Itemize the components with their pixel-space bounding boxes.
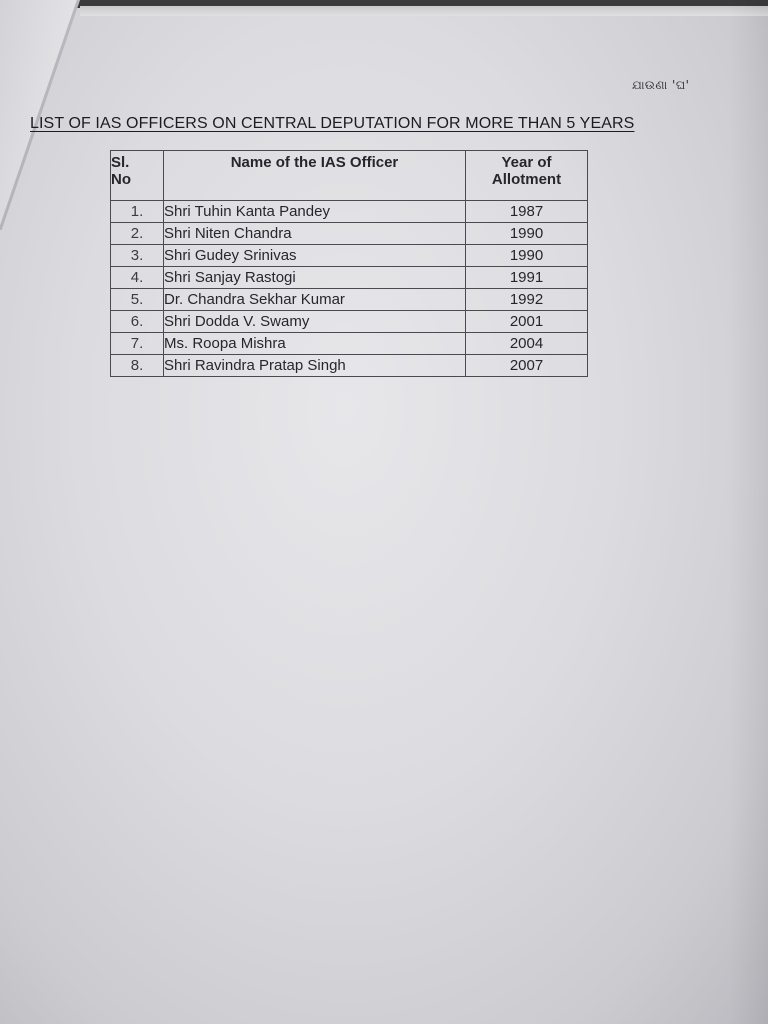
officers-table [110, 150, 588, 377]
cell-sl: 4. [111, 267, 164, 289]
table-row [111, 333, 588, 355]
cell-officer-name: Shri Dodda V. Swamy [164, 311, 466, 333]
cell-officer-name: Shri Sanjay Rastogi [164, 267, 466, 289]
table-row [111, 223, 588, 245]
cell-officer-name: Ms. Roopa Mishra [164, 333, 466, 355]
cell-year: 2001 [466, 311, 588, 333]
cell-officer-name: Shri Niten Chandra [164, 223, 466, 245]
header-sl-line2: No [111, 171, 131, 188]
cell-year: 1992 [466, 289, 588, 311]
cell-year: 1990 [466, 223, 588, 245]
cell-sl: 1. [111, 201, 164, 223]
cell-officer-name: Shri Ravindra Pratap Singh [164, 355, 466, 377]
header-sl-line1: Sl. [111, 154, 130, 171]
table-row [111, 311, 588, 333]
page-behind-edge [80, 6, 768, 16]
cell-sl: 7. [111, 333, 164, 355]
cell-year: 1990 [466, 245, 588, 267]
cell-sl: 2. [111, 223, 164, 245]
table-row [111, 289, 588, 311]
table-header-row [111, 151, 588, 201]
page-shadow [728, 0, 768, 1024]
cell-sl: 3. [111, 245, 164, 267]
table-row [111, 201, 588, 223]
header-sl-no [111, 151, 164, 201]
cell-officer-name: Dr. Chandra Sekhar Kumar [164, 289, 466, 311]
table-row [111, 245, 588, 267]
cell-officer-name: Shri Tuhin Kanta Pandey [164, 201, 466, 223]
header-year-line1: Year of [501, 154, 552, 171]
cell-sl: 6. [111, 311, 164, 333]
header-year-line2: Allotment [491, 171, 562, 188]
table-row [111, 267, 588, 289]
header-officer-name: Name of the IAS Officer [164, 151, 466, 201]
cell-officer-name: Shri Gudey Srinivas [164, 245, 466, 267]
cell-year: 2007 [466, 355, 588, 377]
header-year-of-allotment [466, 151, 588, 201]
cell-year: 2004 [466, 333, 588, 355]
cell-sl: 5. [111, 289, 164, 311]
cell-sl: 8. [111, 355, 164, 377]
annexure-label: ଯାଉଣା 'ଘ' [632, 78, 690, 92]
document-title: LIST OF IAS OFFICERS ON CENTRAL DEPUTATION FOR MORE THAN 5 YEARS [30, 115, 635, 132]
cell-year: 1991 [466, 267, 588, 289]
cell-year: 1987 [466, 201, 588, 223]
table-row [111, 355, 588, 377]
